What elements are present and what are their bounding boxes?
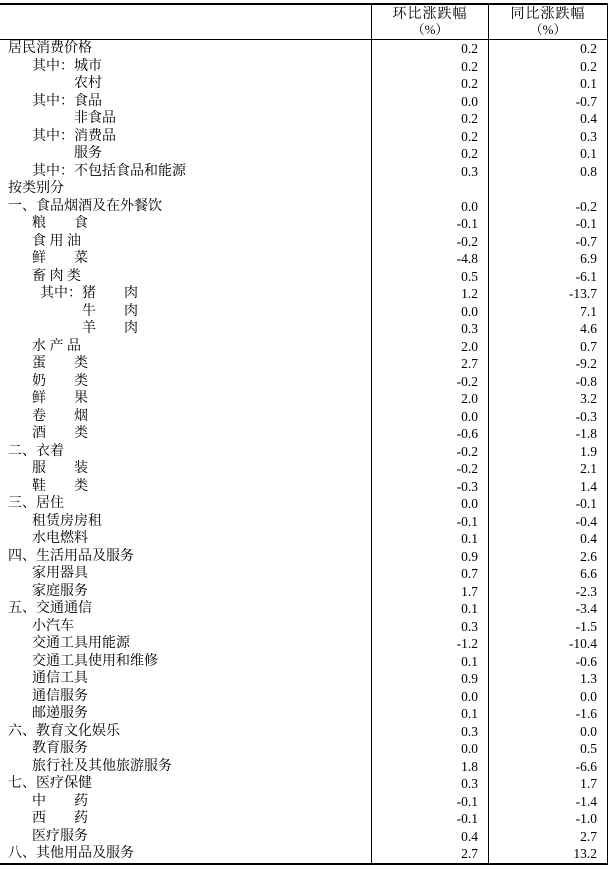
- mom-value: -4.8: [372, 250, 489, 268]
- mom-value: 0.2: [372, 128, 489, 146]
- row-label: 七、医疗保健: [0, 775, 372, 793]
- yoy-value: -0.7: [489, 233, 608, 251]
- table-row: [0, 705, 608, 723]
- mom-value: 2.0: [372, 338, 489, 356]
- mom-value: -0.2: [372, 233, 489, 251]
- yoy-value: 0.7: [489, 338, 608, 356]
- table-row: [0, 163, 608, 181]
- mom-value: 0.3: [372, 163, 489, 181]
- row-label: 通信服务: [0, 688, 372, 706]
- yoy-value: 0.4: [489, 110, 608, 128]
- table-row: [0, 495, 608, 513]
- row-label: 酒 类: [0, 425, 372, 443]
- yoy-value: 0.2: [489, 40, 608, 58]
- col-header-mom: [372, 5, 489, 39]
- yoy-value: -0.6: [489, 653, 608, 671]
- row-label: 教育服务: [0, 740, 372, 758]
- table-row: [0, 58, 608, 76]
- table-row: [0, 110, 608, 128]
- yoy-value: 0.8: [489, 163, 608, 181]
- mom-value: 0.4: [372, 828, 489, 846]
- yoy-value: 6.9: [489, 250, 608, 268]
- mom-value: 2.7: [372, 845, 489, 863]
- row-label: 租赁房房租: [0, 513, 372, 531]
- table-row: [0, 478, 608, 496]
- yoy-value: 0.2: [489, 58, 608, 76]
- row-label: 西 药: [0, 810, 372, 828]
- row-label: 奶 类: [0, 373, 372, 391]
- mom-value: -0.2: [372, 443, 489, 461]
- yoy-value: [489, 180, 608, 198]
- table-row: [0, 373, 608, 391]
- mom-value: 0.1: [372, 530, 489, 548]
- table-row: [0, 268, 608, 286]
- row-label: 按类别分: [0, 180, 372, 198]
- mom-value: -0.3: [372, 478, 489, 496]
- yoy-value: -1.0: [489, 810, 608, 828]
- mom-value: 0.7: [372, 565, 489, 583]
- table-row: [0, 583, 608, 601]
- table-row: [0, 618, 608, 636]
- mom-value: 0.3: [372, 618, 489, 636]
- mom-value: 1.8: [372, 758, 489, 776]
- table-row: [0, 250, 608, 268]
- row-label: 居民消费价格: [0, 40, 372, 58]
- yoy-value: -1.6: [489, 705, 608, 723]
- table-row: [0, 828, 608, 846]
- row-label: 五、交通通信: [0, 600, 372, 618]
- row-label: 家庭服务: [0, 583, 372, 601]
- table-row: [0, 303, 608, 321]
- yoy-value: -10.4: [489, 635, 608, 653]
- table-row: [0, 793, 608, 811]
- yoy-value: 3.2: [489, 390, 608, 408]
- table-row: [0, 320, 608, 338]
- table-row: [0, 425, 608, 443]
- row-label: 服 装: [0, 460, 372, 478]
- row-label: 二、衣着: [0, 443, 372, 461]
- table-body: [0, 40, 608, 863]
- row-label: 非食品: [0, 110, 372, 128]
- mom-value: 0.2: [372, 110, 489, 128]
- table-row: [0, 128, 608, 146]
- yoy-value: 7.1: [489, 303, 608, 321]
- yoy-value: 2.6: [489, 548, 608, 566]
- row-label: 三、居住: [0, 495, 372, 513]
- table-row: [0, 355, 608, 373]
- row-label: 通信工具: [0, 670, 372, 688]
- mom-value: -1.2: [372, 635, 489, 653]
- row-label: 蛋 类: [0, 355, 372, 373]
- mom-value: -0.1: [372, 810, 489, 828]
- yoy-value: -0.1: [489, 215, 608, 233]
- table-row: [0, 198, 608, 216]
- mom-value: -0.1: [372, 513, 489, 531]
- yoy-value: 6.6: [489, 565, 608, 583]
- yoy-value: -0.4: [489, 513, 608, 531]
- mom-value: 0.9: [372, 548, 489, 566]
- table-row: [0, 75, 608, 93]
- yoy-value: 1.3: [489, 670, 608, 688]
- mom-value: 0.2: [372, 145, 489, 163]
- row-label: 一、食品烟酒及在外餐饮: [0, 198, 372, 216]
- row-label: 牛 肉: [0, 303, 372, 321]
- yoy-value: 0.0: [489, 723, 608, 741]
- yoy-value: 2.7: [489, 828, 608, 846]
- table-row: [0, 775, 608, 793]
- row-label: 农村: [0, 75, 372, 93]
- table-row: [0, 670, 608, 688]
- mom-value: 0.0: [372, 688, 489, 706]
- mom-value: -0.1: [372, 793, 489, 811]
- mom-value: 0.0: [372, 495, 489, 513]
- yoy-value: 0.5: [489, 740, 608, 758]
- table-row: [0, 600, 608, 618]
- row-label: 水 产 品: [0, 338, 372, 356]
- table-header-row: [0, 5, 608, 40]
- row-label: 食 用 油: [0, 233, 372, 251]
- row-label: 医疗服务: [0, 828, 372, 846]
- row-label: 家用器具: [0, 565, 372, 583]
- row-label: 其中：消费品: [0, 128, 372, 146]
- row-label: 粮 食: [0, 215, 372, 233]
- yoy-value: 0.1: [489, 145, 608, 163]
- yoy-value: 0.0: [489, 688, 608, 706]
- mom-value: -0.1: [372, 215, 489, 233]
- col-header-yoy-unit: （%）: [529, 22, 567, 37]
- row-label: 其中：猪 肉: [0, 285, 372, 303]
- mom-value: [372, 180, 489, 198]
- mom-value: 0.0: [372, 93, 489, 111]
- mom-value: 0.0: [372, 303, 489, 321]
- mom-value: 0.1: [372, 653, 489, 671]
- row-label: 旅行社及其他旅游服务: [0, 758, 372, 776]
- table-row: [0, 758, 608, 776]
- row-label: 其中：食品: [0, 93, 372, 111]
- yoy-value: 4.6: [489, 320, 608, 338]
- row-label-header-empty: [0, 5, 372, 39]
- table-row: [0, 338, 608, 356]
- table-row: [0, 810, 608, 828]
- mom-value: 2.7: [372, 355, 489, 373]
- mom-value: 0.2: [372, 75, 489, 93]
- row-label: 邮递服务: [0, 705, 372, 723]
- table-row: [0, 215, 608, 233]
- yoy-value: -0.8: [489, 373, 608, 391]
- mom-value: 0.1: [372, 600, 489, 618]
- yoy-value: -1.4: [489, 793, 608, 811]
- cpi-table: [0, 3, 608, 865]
- yoy-value: 13.2: [489, 845, 608, 863]
- mom-value: 0.0: [372, 198, 489, 216]
- yoy-value: -3.4: [489, 600, 608, 618]
- yoy-value: 0.3: [489, 128, 608, 146]
- mom-value: 1.7: [372, 583, 489, 601]
- yoy-value: 2.1: [489, 460, 608, 478]
- mom-value: 0.9: [372, 670, 489, 688]
- col-header-mom-unit: （%）: [411, 22, 449, 37]
- table-row: [0, 513, 608, 531]
- mom-value: 0.0: [372, 740, 489, 758]
- mom-value: 0.3: [372, 723, 489, 741]
- mom-value: 0.2: [372, 40, 489, 58]
- table-row: [0, 408, 608, 426]
- table-row: [0, 548, 608, 566]
- row-label: 其中：城市: [0, 58, 372, 76]
- mom-value: 0.5: [372, 268, 489, 286]
- row-label: 羊 肉: [0, 320, 372, 338]
- row-label: 小汽车: [0, 618, 372, 636]
- row-label: 鲜 果: [0, 390, 372, 408]
- yoy-value: -0.1: [489, 495, 608, 513]
- row-label: 八、其他用品及服务: [0, 845, 372, 863]
- col-header-yoy-title: 同比涨跌幅: [510, 7, 586, 22]
- row-label: 鲜 菜: [0, 250, 372, 268]
- table-row: [0, 653, 608, 671]
- mom-value: 0.0: [372, 408, 489, 426]
- yoy-value: -9.2: [489, 355, 608, 373]
- table-row: [0, 530, 608, 548]
- yoy-value: -1.5: [489, 618, 608, 636]
- yoy-value: -6.1: [489, 268, 608, 286]
- table-row: [0, 635, 608, 653]
- yoy-value: 0.1: [489, 75, 608, 93]
- yoy-value: 1.7: [489, 775, 608, 793]
- row-label: 畜 肉 类: [0, 268, 372, 286]
- yoy-value: -0.2: [489, 198, 608, 216]
- yoy-value: -1.8: [489, 425, 608, 443]
- row-label: 其中：不包括食品和能源: [0, 163, 372, 181]
- table-row: [0, 390, 608, 408]
- row-label: 卷 烟: [0, 408, 372, 426]
- row-label: 中 药: [0, 793, 372, 811]
- row-label: 服务: [0, 145, 372, 163]
- table-row: [0, 285, 608, 303]
- table-row: [0, 740, 608, 758]
- row-label: 六、教育文化娱乐: [0, 723, 372, 741]
- table-row: [0, 565, 608, 583]
- mom-value: -0.2: [372, 460, 489, 478]
- table-row: [0, 845, 608, 863]
- row-label: 交通工具使用和维修: [0, 653, 372, 671]
- yoy-value: -0.3: [489, 408, 608, 426]
- mom-value: 0.3: [372, 775, 489, 793]
- yoy-value: 1.4: [489, 478, 608, 496]
- table-row: [0, 443, 608, 461]
- row-label: 鞋 类: [0, 478, 372, 496]
- table-row: [0, 180, 608, 198]
- yoy-value: -6.6: [489, 758, 608, 776]
- mom-value: 1.2: [372, 285, 489, 303]
- row-label: 水电燃料: [0, 530, 372, 548]
- yoy-value: 0.4: [489, 530, 608, 548]
- mom-value: 2.0: [372, 390, 489, 408]
- table-row: [0, 93, 608, 111]
- table-row: [0, 723, 608, 741]
- mom-value: -0.2: [372, 373, 489, 391]
- table-row: [0, 233, 608, 251]
- mom-value: 0.3: [372, 320, 489, 338]
- yoy-value: -2.3: [489, 583, 608, 601]
- row-label: 四、生活用品及服务: [0, 548, 372, 566]
- table-row: [0, 460, 608, 478]
- table-row: [0, 145, 608, 163]
- mom-value: 0.1: [372, 705, 489, 723]
- yoy-value: -13.7: [489, 285, 608, 303]
- yoy-value: 1.9: [489, 443, 608, 461]
- mom-value: -0.6: [372, 425, 489, 443]
- col-header-yoy: [489, 5, 608, 39]
- table-row: [0, 40, 608, 58]
- row-label: 交通工具用能源: [0, 635, 372, 653]
- col-header-mom-title: 环比涨跌幅: [392, 7, 468, 22]
- yoy-value: -0.7: [489, 93, 608, 111]
- table-row: [0, 688, 608, 706]
- mom-value: 0.2: [372, 58, 489, 76]
